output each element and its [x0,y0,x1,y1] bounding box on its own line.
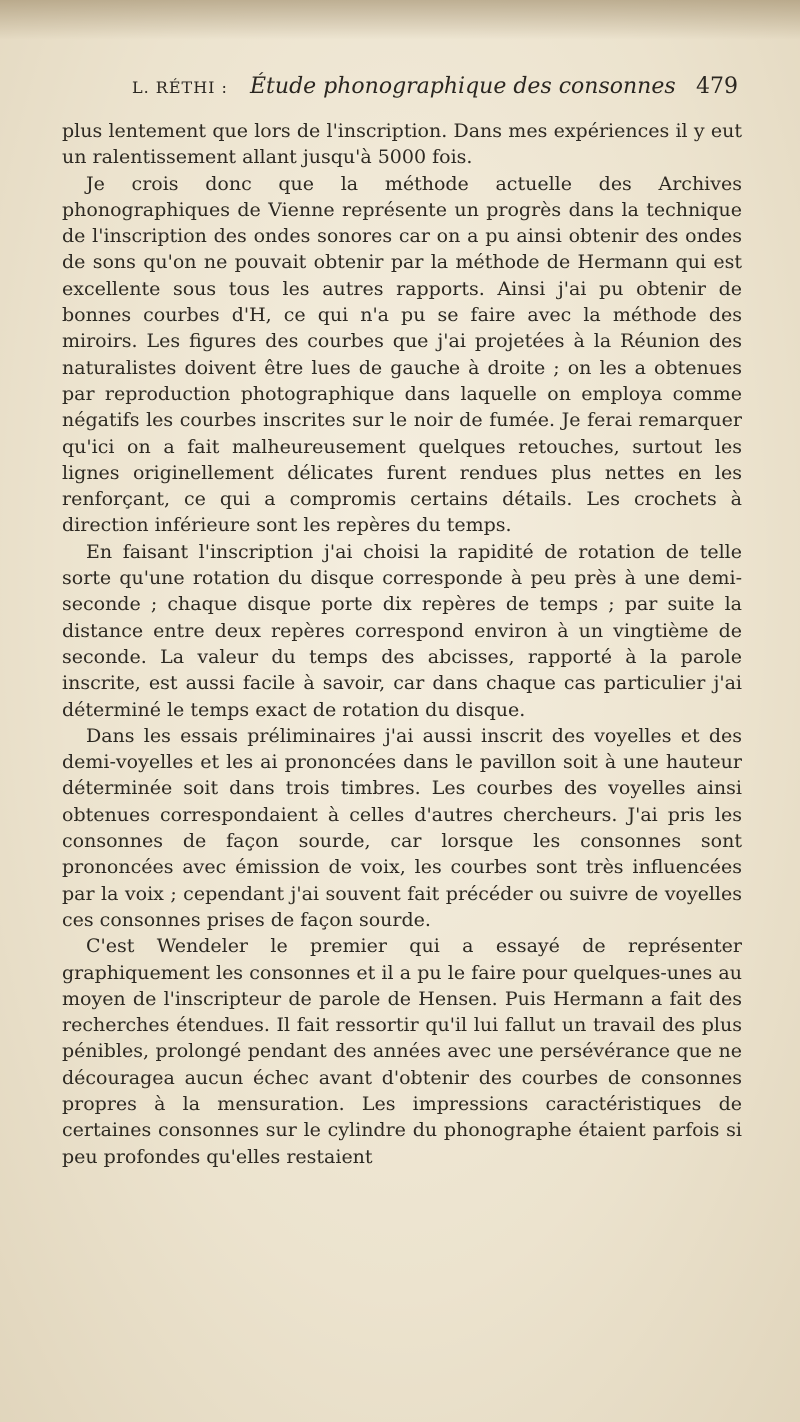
paragraph-2: Je crois donc que la méthode actuelle des Archives phonographiques de Vienne représente un progrès dans la technique de l'inscription des ondes sonores car on a pu ainsi obtenir des ondes de sons qu'on ne pouvait obtenir par la méthode de Hermann qui est excellente sous tous les autres rapports. Ainsi j'ai pu obtenir de bonnes courbes d'H, ce qui n'a pu se faire avec la méthode des miroirs. Les figures des courbes que j'ai projetées à la Réunion des naturalistes doivent être lues de gauche à droite ; on les a obtenues par reproduction photographique dans laquelle on employa comme négatifs les courbes inscrites sur le noir de fumée. Je ferai remarquer qu'ici on a fait malheureusement quelques retouches, surtout les lignes originellement délicates furent rendues plus nettes en les renforçant, ce qui a compromis certains détails. Les crochets à direction inférieure sont les repères du temps. [62,172,742,537]
header-author: L. RÉTHI : [132,78,228,97]
page-edge-shadow [0,0,800,40]
header-title: Étude phonographique des consonnes [250,74,676,99]
running-header [132,74,738,108]
paragraph-5: C'est Wendeler le premier qui a essayé de représenter graphiquement les consonnes et il a pu le faire pour quelques-unes au moyen de l'inscripteur de parole de Hensen. Puis Hermann a fait des recherches étendues. Il fait ressortir qu'il lui fallut un travail des plus pénibles, prolongé pendant des années avec une persévérance que ne découragea aucun échec avant d'obtenir des courbes de consonnes propres à la mensuration. Les impressions caractéristiques de certaines consonnes sur le cylindre du phonographe étaient parfois si peu profondes qu'elles restaient [62,935,742,1168]
page-number: 479 [696,74,738,99]
paragraph-4: Dans les essais préliminaires j'ai aussi inscrit des voyelles et des demi-voyelles et les ai prononcées dans le pavillon soit à une hauteur déterminée soit dans trois timbres. Les courbes des voyelles ainsi obtenues correspondaient à celles d'autres chercheurs. J'ai pris les consonnes de façon sourde, car lorsque les consonnes sont prononcées avec émission de voix, les courbes sont très influencées par la voix ; cependant j'ai souvent fait précéder ou suivre de voyelles ces consonnes prises de façon sourde. [62,724,742,931]
paragraph-3: En faisant l'inscription j'ai choisi la rapidité de rotation de telle sorte qu'une rotation du disque corresponde à peu près à une demi-seconde ; chaque disque porte dix repères de temps ; par suite la distance entre deux repères correspond environ à un vingtième de seconde. La valeur du temps des abcisses, rapporté à la parole inscrite, est aussi facile à savoir, car dans chaque cas particulier j'ai déterminé le temps exact de rotation du disque. [62,540,742,721]
paragraph-1: plus lentement que lors de l'inscription. Dans mes expériences il y eut un ralentissement allant jusqu'à 5000 fois. [62,120,742,169]
body-text [62,118,742,1170]
